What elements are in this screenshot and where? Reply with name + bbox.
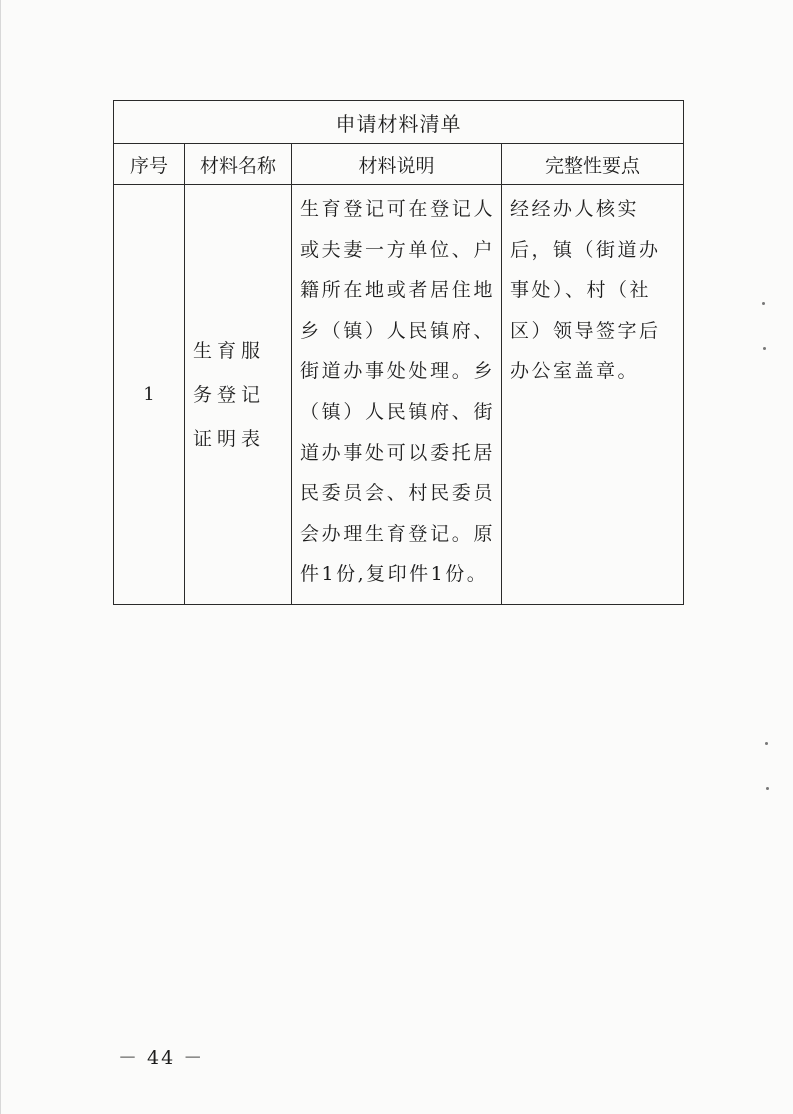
cell-material-description: [292, 185, 502, 605]
scan-speck: [762, 302, 765, 305]
completeness-points-text: 经经办人核实后，镇（街道办事处）、村（社区）领导签字后办公室盖章。: [510, 198, 661, 383]
scan-speck: [766, 787, 769, 790]
header-completeness-points: 完整性要点: [502, 144, 684, 185]
material-name-text: 生育服务登记证明表: [193, 339, 266, 450]
material-description-text: 生育登记可在登记人或夫妻一方单位、户籍所在地或者居住地乡（镇）人民镇府、街道办事处处理。乡（镇）人民镇府、街道办事处可以委托居民委员会、村民委员会办理生育登记。原件1份,复印件1份。: [300, 198, 495, 586]
table-title: 申请材料清单: [114, 101, 684, 144]
table-header-row: [114, 144, 684, 185]
cell-completeness-points: [502, 185, 684, 605]
cell-material-name: [185, 185, 292, 605]
scan-speck: [763, 347, 766, 350]
page-number: － 44 －: [118, 1047, 205, 1069]
application-materials-table: [113, 100, 684, 605]
table-title-row: [114, 101, 684, 144]
scan-speck: [765, 742, 768, 745]
page-edge: [0, 0, 1, 1114]
header-material-name: 材料名称: [185, 144, 292, 185]
header-seq: 序号: [114, 144, 185, 185]
header-material-description: 材料说明: [292, 144, 502, 185]
table-row: [114, 185, 684, 605]
cell-seq: 1: [114, 185, 185, 605]
